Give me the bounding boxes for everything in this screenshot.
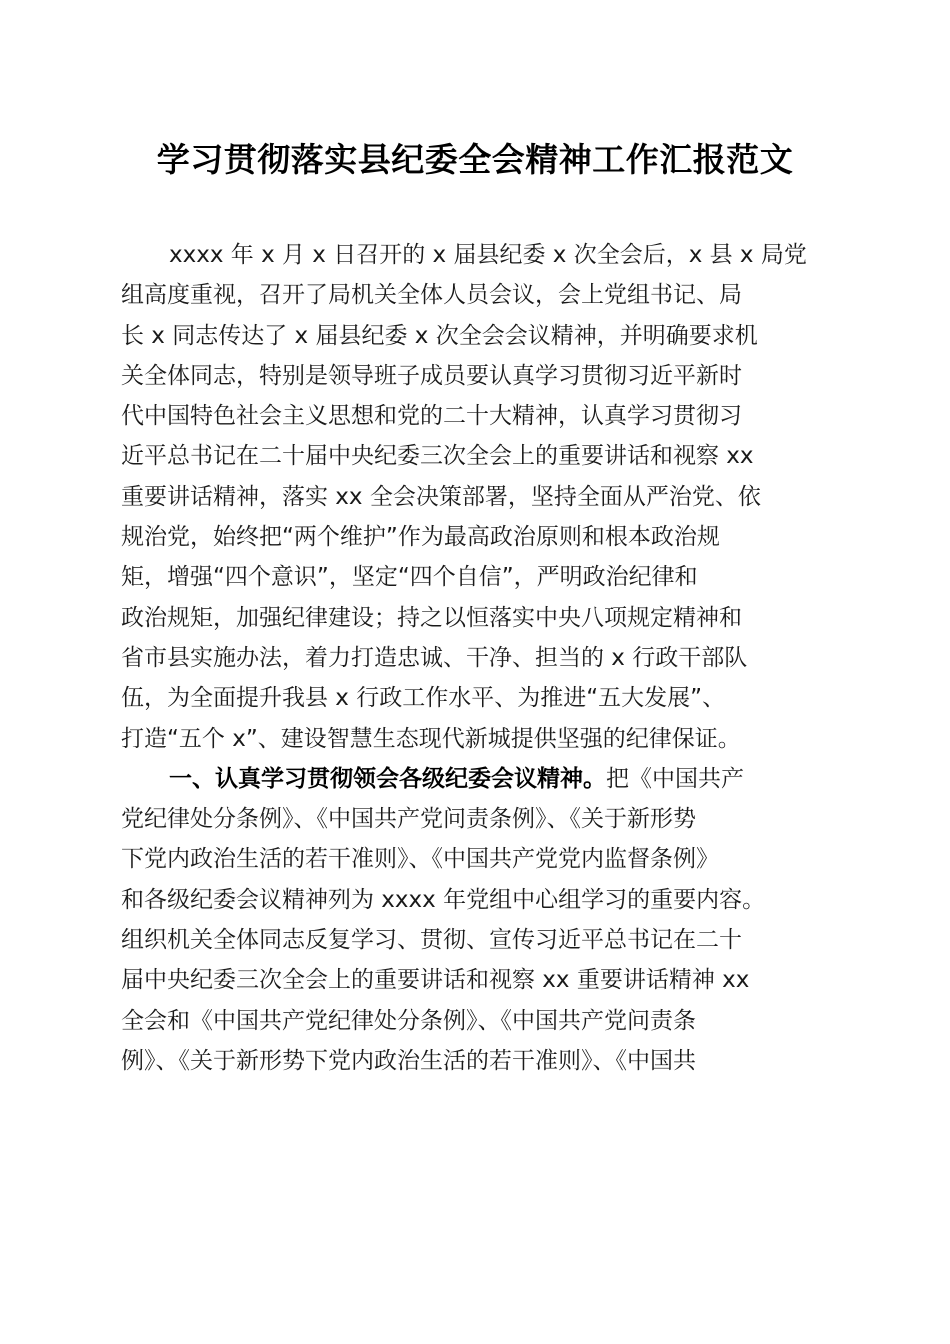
text-line: xxxx 年 x 月 x 日召开的 x 届县纪委 x 次全会后，x 县 x 局党 bbox=[169, 242, 807, 268]
text-line: 近平总书记在二十届中央纪委三次全会上的重要讲话和视察 xx bbox=[121, 443, 754, 470]
text-line: 届中央纪委三次全会上的重要讲话和视察 xx 重要讲话精神 xx bbox=[121, 967, 750, 994]
text-line: 长 x 同志传达了 x 届县纪委 x 次全会会议精神，并明确要求机 bbox=[121, 322, 758, 349]
document-body bbox=[121, 235, 831, 1081]
text-line: 关全体同志，特别是领导班子成员要认真学习贯彻习近平新时 bbox=[121, 362, 742, 389]
paragraph-intro bbox=[121, 235, 831, 759]
text-line: 党纪律处分条例》、《中国共产党问责条例》、《关于新形势 bbox=[121, 806, 696, 833]
section-1-first-line-text: 把《中国共产 bbox=[606, 765, 744, 792]
text-line: 代中国特色社会主义思想和党的二十大精神，认真学习贯彻习 bbox=[121, 403, 742, 430]
text-line: 伍，为全面提升我县 x 行政工作水平、为推进“五大发展”、 bbox=[121, 685, 726, 712]
text-line: 矩，增强“四个意识”，坚定“四个自信”，严明政治纪律和 bbox=[121, 564, 698, 591]
text-line: 政治规矩，加强纪律建设；持之以恒落实中央八项规定精神和 bbox=[121, 604, 742, 631]
text-line: 打造“五个 x”、建设智慧生态现代新城提供坚强的纪律保证。 bbox=[121, 725, 741, 752]
section-1-first-line bbox=[121, 759, 831, 799]
text-line: 全会和《中国共产党纪律处分条例》、《中国共产党问责条 bbox=[121, 1007, 696, 1034]
text-line: 省市县实施办法，着力打造忠诚、干净、担当的 x 行政干部队 bbox=[121, 644, 748, 671]
text-line: 例》、《关于新形势下党内政治生活的若干准则》、《中国共 bbox=[121, 1047, 696, 1074]
text-line: 和各级纪委会议精神列为 xxxx 年党组中心组学习的重要内容。 bbox=[121, 886, 766, 913]
text-line: 重要讲话精神，落实 xx 全会决策部署，坚持全面从严治党、依 bbox=[121, 483, 761, 510]
section-1-heading: 一、认真学习贯彻领会各级纪委会议精神。 bbox=[169, 765, 606, 792]
text-line: 下党内政治生活的若干准则》、《中国共产党党内监督条例》 bbox=[121, 846, 719, 873]
text-line: 组高度重视，召开了局机关全体人员会议，会上党组书记、局 bbox=[121, 282, 742, 309]
section-1 bbox=[121, 759, 831, 1081]
text-line: 组织机关全体同志反复学习、贯彻、宣传习近平总书记在二十 bbox=[121, 927, 742, 954]
document-title: 学习贯彻落实县纪委全会精神工作汇报范文 bbox=[156, 140, 794, 179]
text-line: 规治党，始终把“两个维护”作为最高政治原则和根本政治规 bbox=[121, 524, 720, 551]
